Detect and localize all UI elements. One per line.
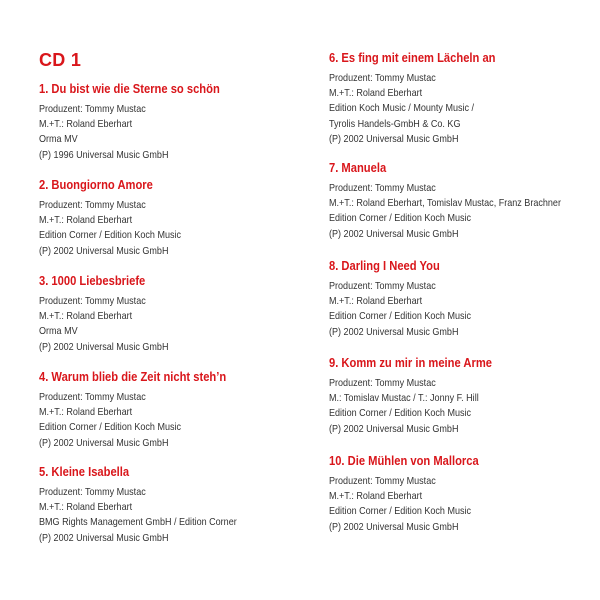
track-credit: (P) 2002 Universal Music GmbH xyxy=(39,340,169,353)
track-credit: Produzent: Tommy Mustac xyxy=(329,377,436,389)
track-credit: M.+T.: Roland Eberhart xyxy=(329,87,423,100)
track-1 xyxy=(39,81,309,163)
track-credit: (P) 1996 Universal Music GmbH xyxy=(39,148,169,161)
track-8 xyxy=(329,258,599,340)
track-credit: (P) 2002 Universal Music GmbH xyxy=(329,132,459,145)
track-credit: M.+T.: Roland Eberhart xyxy=(39,501,133,514)
track-title: 10. Die Mühlen von Mallorca xyxy=(329,453,479,468)
track-credit: (P) 2002 Universal Music GmbH xyxy=(39,436,169,449)
track-credit: Edition Corner / Edition Koch Music xyxy=(39,421,182,434)
track-credit: (P) 2002 Universal Music GmbH xyxy=(329,325,459,338)
track-credit: M.+T.: Roland Eberhart xyxy=(39,406,133,419)
track-credit: (P) 2002 Universal Music GmbH xyxy=(39,244,169,257)
track-credit: Tyrolis Handels-GmbH & Co. KG xyxy=(329,117,461,130)
track-credit: Edition Corner / Edition Koch Music xyxy=(329,310,472,323)
track-2 xyxy=(39,177,309,259)
track-credit: M.+T.: Roland Eberhart xyxy=(39,214,133,227)
track-credit: M.: Tomislav Mustac / T.: Jonny F. Hill xyxy=(329,392,479,405)
track-credit: BMG Rights Management GmbH / Edition Corner xyxy=(39,516,237,529)
track-credit: Produzent: Tommy Mustac xyxy=(329,72,436,84)
track-credit: Produzent: Tommy Mustac xyxy=(39,295,146,307)
track-credit: M.+T.: Roland Eberhart xyxy=(329,490,423,503)
track-credit: (P) 2002 Universal Music GmbH xyxy=(329,520,459,533)
track-title: 5. Kleine Isabella xyxy=(39,464,130,479)
track-10 xyxy=(329,453,599,535)
cd-title: CD 1 xyxy=(39,50,82,70)
track-credit: Edition Corner / Edition Koch Music xyxy=(329,407,472,420)
track-title: 2. Buongiorno Amore xyxy=(39,177,153,192)
track-credit: M.+T.: Roland Eberhart xyxy=(39,118,133,131)
track-6 xyxy=(329,50,599,147)
track-7 xyxy=(329,160,599,242)
track-9 xyxy=(329,355,599,437)
track-title: 8. Darling I Need You xyxy=(329,258,440,273)
track-credit: Orma MV xyxy=(39,325,78,338)
track-credit: Produzent: Tommy Mustac xyxy=(39,486,146,498)
track-credit: (P) 2002 Universal Music GmbH xyxy=(329,227,459,240)
track-credit: Produzent: Tommy Mustac xyxy=(39,199,146,211)
track-title: 4. Warum blieb die Zeit nicht steh’n xyxy=(39,369,227,384)
track-credit: Produzent: Tommy Mustac xyxy=(329,182,436,194)
track-title: 7. Manuela xyxy=(329,160,387,175)
track-credit: Edition Corner / Edition Koch Music xyxy=(39,229,182,242)
track-3 xyxy=(39,273,309,355)
track-credit: M.+T.: Roland Eberhart, Tomislav Mustac, Franz Brachner xyxy=(329,197,561,210)
track-credit: Edition Corner / Edition Koch Music xyxy=(329,505,472,518)
track-credit: M.+T.: Roland Eberhart xyxy=(329,295,423,308)
track-credit: (P) 2002 Universal Music GmbH xyxy=(329,422,459,435)
track-credit: (P) 2002 Universal Music GmbH xyxy=(39,531,169,544)
track-credit: Produzent: Tommy Mustac xyxy=(329,280,436,292)
track-title: 6. Es fing mit einem Lächeln an xyxy=(329,50,496,65)
track-credit: Produzent: Tommy Mustac xyxy=(39,103,146,115)
track-credit: Edition Corner / Edition Koch Music xyxy=(329,212,472,225)
track-title: 1. Du bist wie die Sterne so schön xyxy=(39,81,220,96)
track-4 xyxy=(39,369,309,451)
track-credit: Orma MV xyxy=(39,133,78,146)
track-title: 3. 1000 Liebesbriefe xyxy=(39,273,146,288)
track-credit: Produzent: Tommy Mustac xyxy=(329,475,436,487)
track-credit: Produzent: Tommy Mustac xyxy=(39,391,146,403)
track-5 xyxy=(39,464,309,546)
track-title: 9. Komm zu mir in meine Arme xyxy=(329,355,492,370)
track-credit: Edition Koch Music / Mounty Music / xyxy=(329,102,475,115)
track-credit: M.+T.: Roland Eberhart xyxy=(39,310,133,323)
